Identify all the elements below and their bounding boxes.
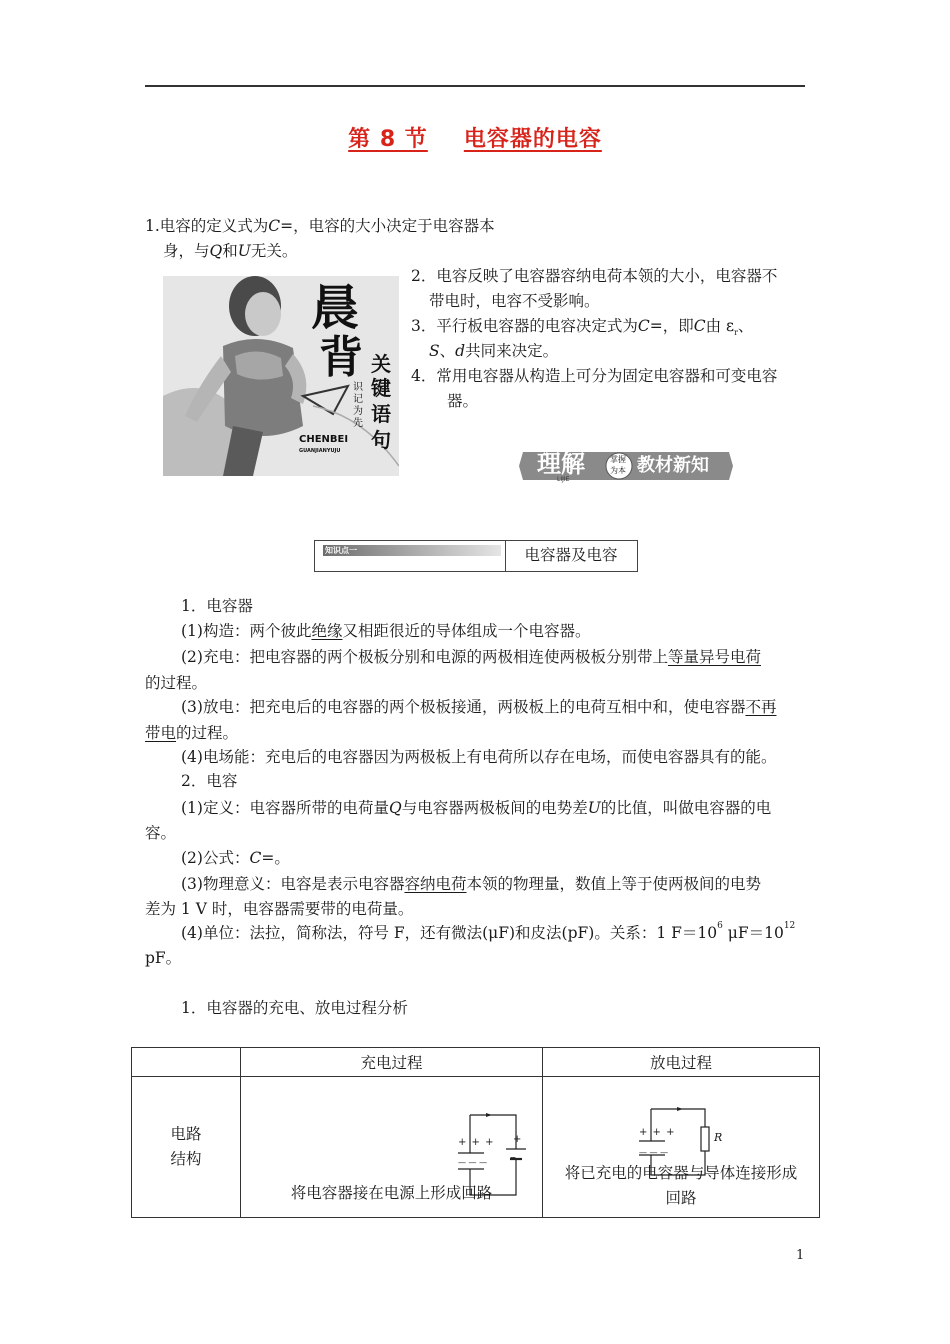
banner-sub-top: 掌握 — [610, 455, 626, 464]
heading-capacitor: 1．电容器 — [181, 597, 253, 615]
charge-plus-signs: + + + — [458, 1137, 495, 1148]
row-label-line-1: 电路 — [170, 1125, 202, 1143]
discharge-description-line-2: 回路 — [665, 1189, 697, 1207]
table-header-discharge: 放电过程 — [543, 1048, 820, 1077]
discharge-plus-signs: + + + — [639, 1127, 676, 1138]
banner-rest-text: 教材新知 — [637, 455, 709, 476]
yu-char: 语 — [371, 402, 391, 426]
formula-line: (2)公式：C=。 — [181, 849, 290, 867]
chenbei-photo — [163, 276, 399, 476]
key-point-3-line-2: S、d共同来决定。 — [429, 342, 559, 360]
battery-minus: – — [510, 1150, 516, 1164]
key-point-2-line-1: 2．电容反映了电容器容纳电荷本领的大小，电容器不 — [411, 267, 778, 285]
discharge-description-line-1: 将已充电的电容器与导体连接形成 — [564, 1164, 798, 1182]
side-char-4: 先 — [353, 418, 363, 429]
knowledge-tag: 知识点一 — [323, 545, 501, 556]
unit-line-1: (4)单位：法拉，简称法，符号 F，还有微法(μF)和皮法(pF)。关系：1 $F=10^6$ $\mu F=10^{12}$ — [181, 921, 796, 942]
key-point-3-line-1: 3．平行板电容器的电容决定式为C=，即C由 $\varepsilon_r$、 — [411, 317, 754, 338]
heading-charge-analysis: 1．电容器的充电、放电过程分析 — [181, 999, 408, 1017]
section-number: 第 8 节 — [348, 127, 428, 152]
jian-char: 键 — [371, 376, 391, 400]
side-char-2: 记 — [353, 394, 363, 405]
banner-main-text: 理解 — [537, 450, 585, 478]
key-point-4-line-1: 4．常用电容器从构造上可分为固定电容器和可变电容 — [411, 367, 778, 385]
knowledge-point-box — [314, 540, 638, 572]
banner-pinyin: LIJIE — [557, 476, 570, 483]
definition-line-1: (1)定义：电容器所带的电荷量Q与电容器两极板间的电势差U的比值，叫做电容器的电 — [181, 799, 772, 817]
discharge-circuit-cell — [543, 1077, 820, 1218]
page-title — [0, 122, 950, 153]
pinyin-text: GUANJIANYUJU — [299, 448, 341, 454]
page-number: 1 — [796, 1248, 805, 1263]
discharging-line-2: 带电的过程。 — [145, 724, 239, 742]
row-label-line-2: 结构 — [170, 1150, 202, 1168]
table-header-charge: 充电过程 — [241, 1048, 543, 1077]
header-rule — [145, 85, 805, 87]
table-header-row — [132, 1048, 820, 1077]
resistor-label: R — [714, 1131, 723, 1144]
table-row-circuit — [132, 1077, 820, 1218]
chen-char: 晨 — [311, 280, 360, 336]
battery-plus: + — [513, 1134, 522, 1145]
key-point-1-line-1: 1.电容的定义式为C=，电容的大小决定于电容器本 — [145, 217, 495, 235]
unit-line-2: pF。 — [145, 949, 182, 967]
key-point-2-line-2: 带电时，电容不受影响。 — [429, 292, 600, 310]
ju-char: 句 — [371, 428, 391, 452]
discharging-line-1: (3)放电：把充电后的电容器的两个极板接通，两极板上的电荷互相中和，使电容器不再 — [181, 698, 777, 716]
charge-description: 将电容器接在电源上形成回路 — [290, 1184, 493, 1202]
key-point-1-line-2: 身，与Q和U无关。 — [163, 242, 298, 260]
chenbei-text: CHENBEI — [299, 434, 349, 445]
charge-discharge-table — [131, 1047, 820, 1218]
key-point-4-line-2: 器。 — [447, 392, 479, 410]
heading-capacitance: 2．电容 — [181, 772, 238, 790]
charging-line-1: (2)充电：把电容器的两个极板分别和电源的两极相连使两极板分别带上等量异号电荷 — [181, 648, 761, 666]
meaning-line-1: (3)物理意义：电容是表示电容器容纳电荷本领的物理量，数值上等于使两极间的电势 — [181, 875, 761, 893]
banner-sub-bottom: 为本 — [610, 466, 626, 475]
meaning-line-2: 差为 1 V 时，电容器需要带的电荷量。 — [145, 900, 414, 918]
charge-circuit-cell — [241, 1077, 543, 1218]
structure-line: (1)构造：两个彼此绝缘又相距很近的导体组成一个电容器。 — [181, 622, 591, 640]
charging-line-2: 的过程。 — [145, 674, 208, 692]
side-char-1: 识 — [353, 382, 363, 393]
section-name: 电容器的电容 — [463, 127, 602, 152]
knowledge-tag-cell — [315, 541, 506, 571]
row-label-cell — [132, 1077, 241, 1218]
field-energy-line: (4)电场能：充电后的电容器因为两极板上有电荷所以存在电场，而使电容器具有的能。 — [181, 748, 777, 766]
knowledge-label: 电容器及电容 — [524, 546, 618, 564]
runner-illustration — [163, 276, 399, 476]
definition-line-2: 容。 — [145, 824, 177, 842]
side-char-3: 为 — [353, 406, 363, 417]
lijie-banner — [519, 446, 735, 484]
table-header-empty — [132, 1048, 241, 1077]
discharge-minus-signs: — — — — [639, 1148, 669, 1157]
guan-char: 关 — [371, 352, 391, 376]
charge-minus-signs: — — — — [458, 1158, 488, 1167]
bei-char: 背 — [319, 332, 363, 383]
